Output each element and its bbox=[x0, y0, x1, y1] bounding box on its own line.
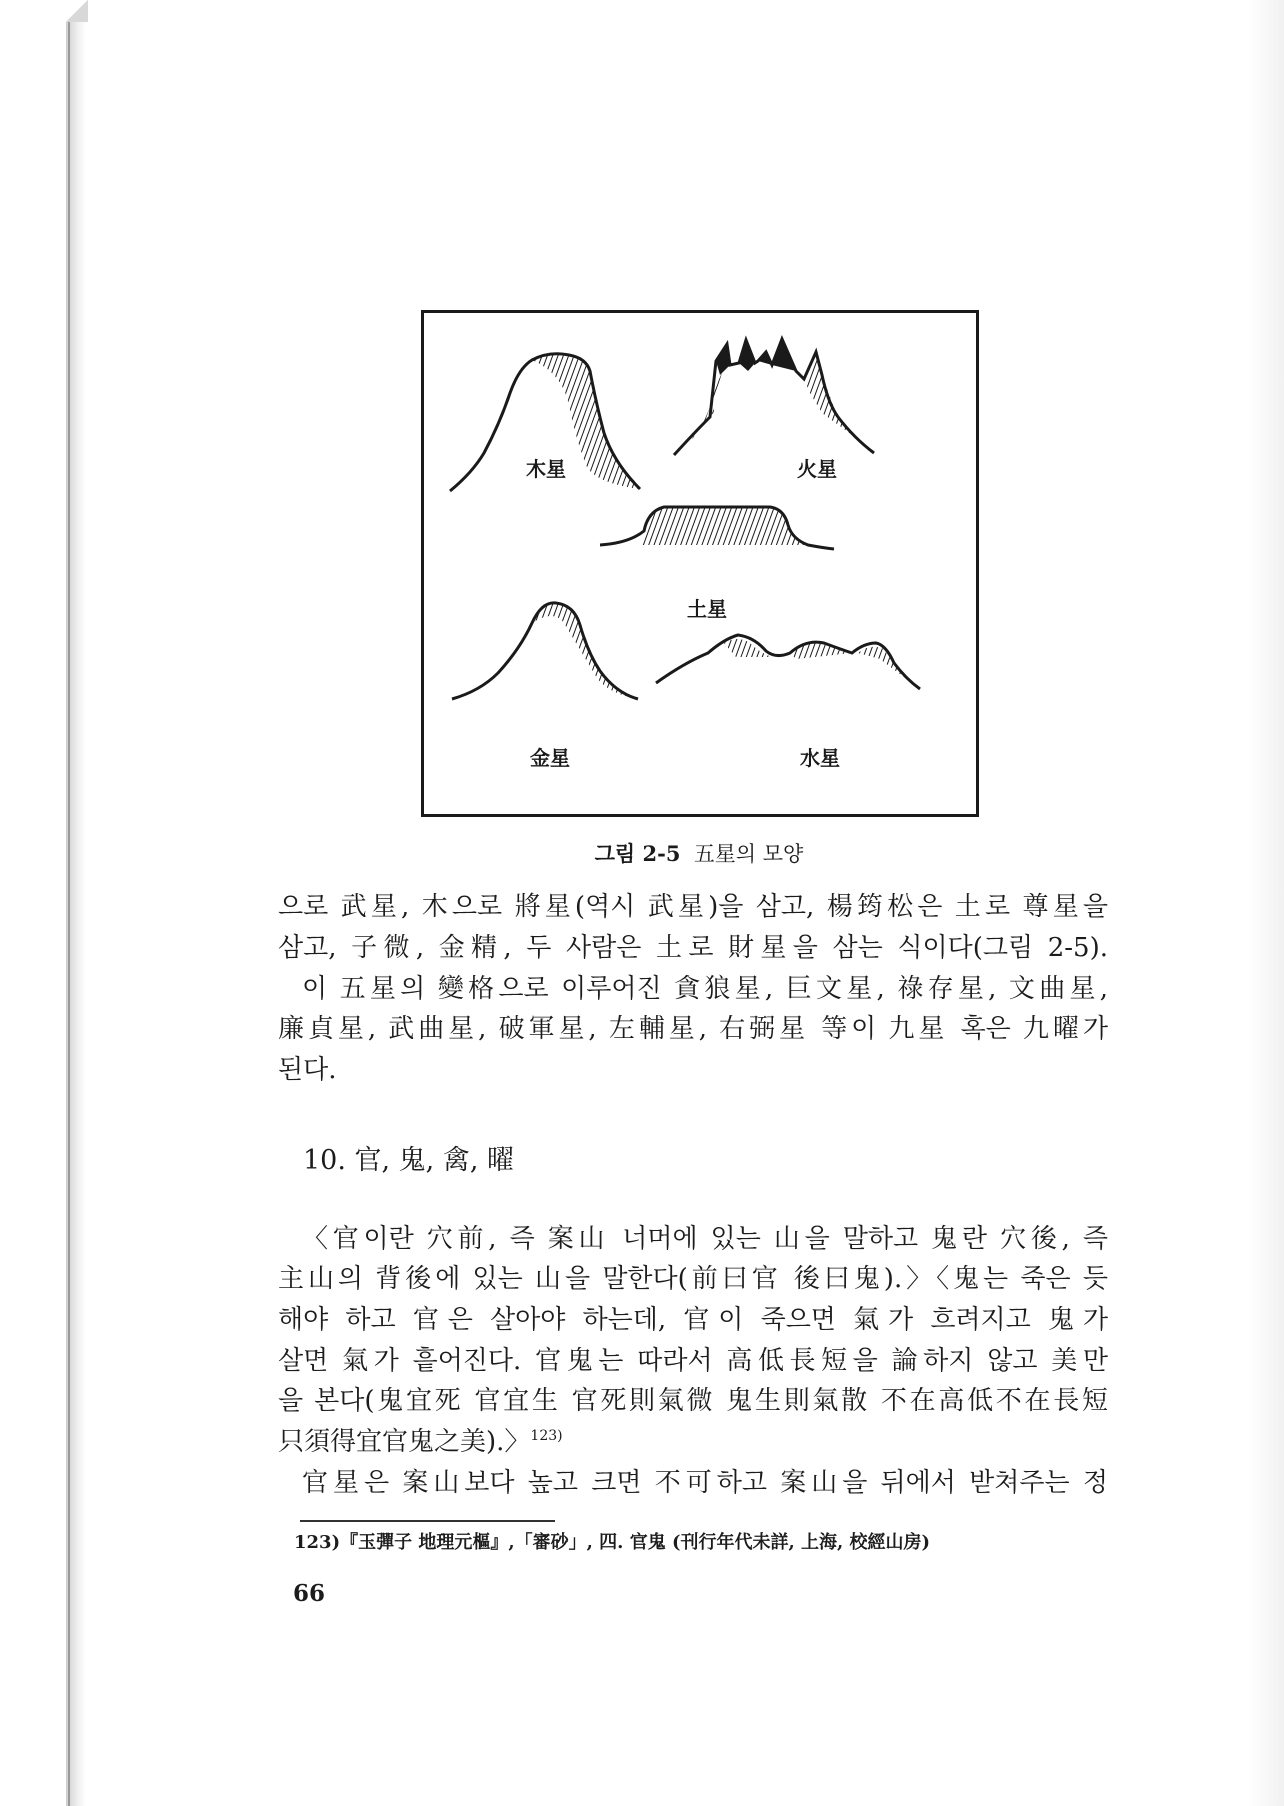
body-line: 〈官이란 穴前, 즉 案山 너머에 있는 山을 말하고 鬼란 穴後, 즉 bbox=[302, 1224, 1108, 1254]
body-line: 살면 氣가 흩어진다. 官鬼는 따라서 高低長短을 論하지 않고 美만 bbox=[278, 1346, 1108, 1376]
water-star-label: 水星 bbox=[800, 746, 840, 770]
body-line-text: 只須得宜官鬼之美).〉 bbox=[278, 1427, 531, 1457]
page-corner-fold bbox=[66, 0, 88, 22]
figure-caption-number: 그림 2-5 bbox=[594, 841, 681, 866]
section-heading: 10. 官, 鬼, 禽, 曜 bbox=[303, 1145, 515, 1176]
fire-star-label: 火星 bbox=[797, 457, 837, 481]
body-line: 官星은 案山보다 높고 크면 不可하고 案山을 뒤에서 받쳐주는 정 bbox=[302, 1468, 1108, 1498]
body-line: 主山의 背後에 있는 山을 말한다(前曰官 後曰鬼).〉〈鬼는 죽은 듯 bbox=[278, 1264, 1108, 1294]
body-line: 으로 武星, 木으로 將星(역시 武星)을 삼고, 楊筠松은 土로 尊星을 bbox=[278, 892, 1108, 922]
wood-star-label: 木星 bbox=[526, 457, 566, 481]
right-page-shade bbox=[1248, 0, 1284, 1806]
footnote-reference: 123) bbox=[530, 1428, 563, 1444]
footnote-divider bbox=[300, 1520, 555, 1522]
body-line: 이 五星의 變格으로 이루어진 貪狼星, 巨文星, 祿存星, 文曲星, bbox=[302, 974, 1108, 1004]
body-line bbox=[278, 1425, 1108, 1459]
earth-star-label: 土星 bbox=[687, 597, 727, 621]
book-spine-line bbox=[68, 0, 70, 1806]
figure-illustration bbox=[424, 313, 976, 814]
metal-star-mountain bbox=[452, 603, 638, 699]
metal-star-label: 金星 bbox=[530, 746, 570, 770]
earth-star-mountain bbox=[600, 507, 834, 549]
body-line: 된다. bbox=[278, 1055, 337, 1085]
body-line: 삼고, 子微, 金精, 두 사람은 土로 財星을 삼는 식이다(그림 2-5). bbox=[278, 933, 1108, 963]
page-number: 66 bbox=[293, 1580, 326, 1607]
body-line: 해야 하고 官은 살아야 하는데, 官이 죽으면 氣가 흐려지고 鬼가 bbox=[278, 1305, 1108, 1335]
fire-star-mountain bbox=[674, 339, 874, 455]
figure-caption-text: 五星의 모양 bbox=[693, 842, 804, 866]
footnote: 123)『玉彈子 地理元樞』,「審砂」, 四. 官鬼 (刊行年代未詳, 上海, 校經山房) bbox=[294, 1532, 931, 1553]
figure-caption bbox=[420, 838, 978, 868]
body-line: 廉貞星, 武曲星, 破軍星, 左輔星, 右弼星 等이 九星 혹은 九曜가 bbox=[278, 1014, 1108, 1044]
body-line: 을 본다(鬼宜死 官宜生 官死則氣微 鬼生則氣散 不在高低不在長短 bbox=[278, 1386, 1108, 1416]
water-star-mountain bbox=[656, 635, 920, 689]
figure-five-stars bbox=[421, 310, 979, 817]
